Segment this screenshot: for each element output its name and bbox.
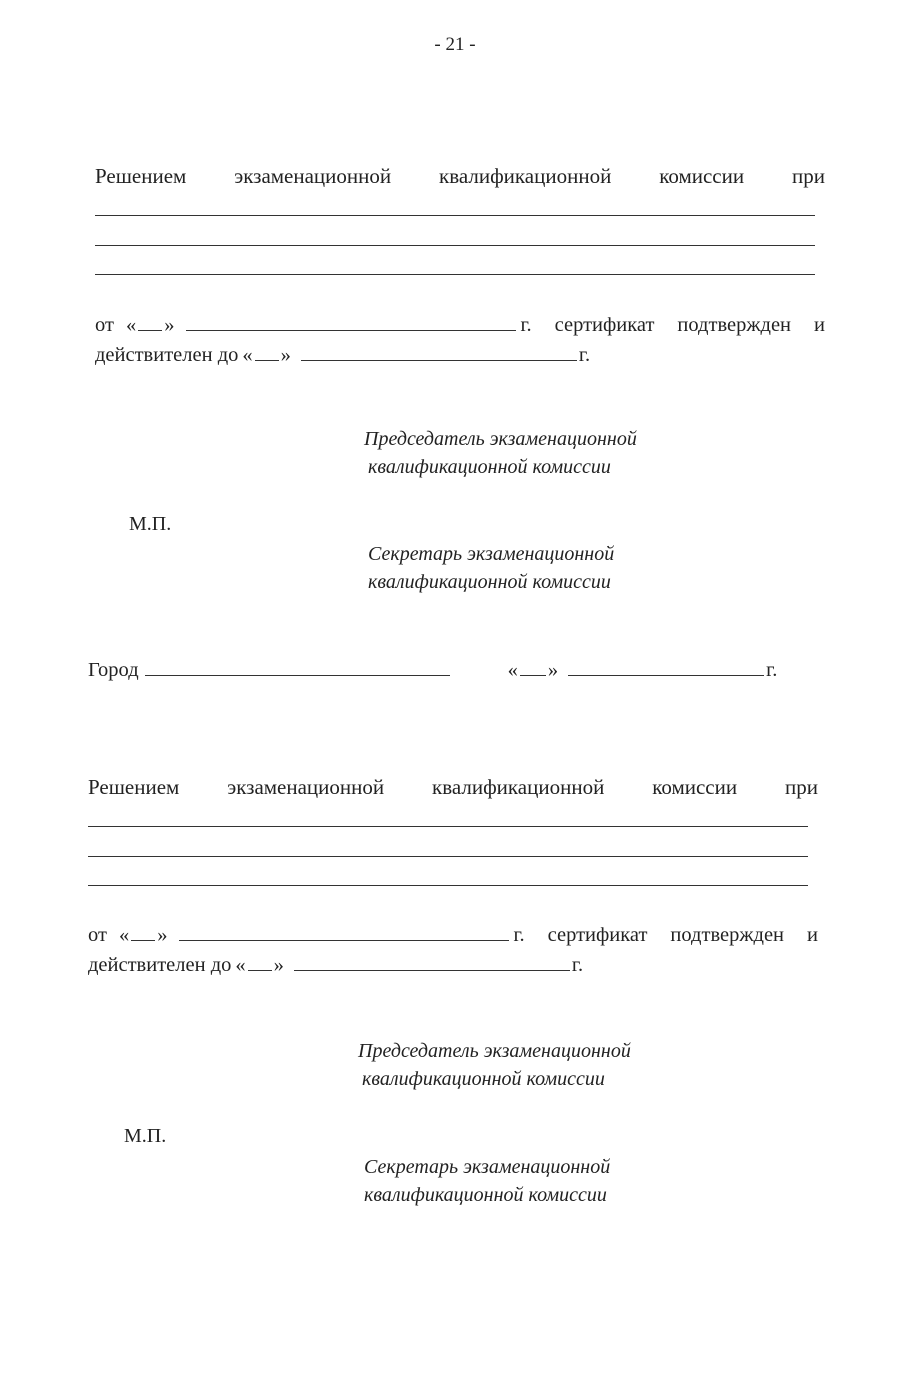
fill-line — [95, 215, 815, 216]
close-quote: » — [157, 924, 168, 946]
close-quote: » — [273, 954, 284, 976]
cert-word: подтвержден — [677, 314, 792, 336]
day-field — [248, 952, 272, 971]
seal-placeholder: М.П. — [124, 1125, 167, 1147]
decision-heading — [95, 164, 825, 189]
date-row — [95, 312, 825, 337]
chairman-line: квалификационной комиссии — [368, 456, 611, 478]
cert-word: и — [813, 314, 825, 336]
valid-until-label: действителен до — [88, 954, 232, 976]
date-row — [88, 922, 818, 947]
open-quote: « — [242, 344, 253, 366]
open-quote: « — [118, 924, 130, 946]
fill-line — [95, 274, 815, 275]
open-quote: « — [125, 314, 137, 336]
validity-row — [95, 342, 590, 367]
fill-line — [95, 245, 815, 246]
city-label: Город — [88, 659, 139, 681]
day-field — [131, 922, 155, 941]
open-quote: « — [507, 659, 518, 681]
close-quote: » — [280, 344, 291, 366]
fill-line — [88, 826, 808, 827]
month-year-field — [179, 922, 509, 941]
secretary-line: Секретарь экзаменационной — [364, 1156, 611, 1178]
close-quote: » — [164, 314, 175, 336]
decision-word: экзаменационной — [234, 164, 392, 188]
city-row — [88, 657, 777, 682]
decision-word: при — [792, 164, 825, 188]
cert-word: подтвержден — [670, 924, 785, 946]
open-quote: « — [235, 954, 246, 976]
decision-word: комиссии — [659, 164, 745, 188]
year-suffix: г. — [578, 344, 591, 366]
secretary-signature — [364, 1153, 610, 1209]
decision-word: квалификационной — [432, 775, 605, 799]
decision-heading — [88, 775, 818, 800]
chairman-signature — [364, 425, 637, 481]
chairman-signature — [358, 1037, 631, 1093]
cert-word: г. — [513, 924, 525, 946]
close-quote: » — [547, 659, 559, 681]
secretary-line: квалификационной комиссии — [364, 1184, 607, 1206]
page-number: - 21 - — [434, 34, 476, 55]
cert-word: и — [806, 924, 818, 946]
secretary-line: квалификационной комиссии — [368, 571, 611, 593]
year-suffix: г. — [766, 659, 778, 681]
chairman-line: Председатель экзаменационной — [364, 428, 637, 450]
day-field — [138, 312, 162, 331]
decision-word: Решением — [88, 775, 180, 799]
decision-word: квалификационной — [439, 164, 612, 188]
from-label: от — [95, 314, 114, 336]
day-field — [255, 342, 279, 361]
seal-placeholder: М.П. — [129, 513, 172, 535]
month-year-field — [186, 312, 516, 331]
cert-text — [513, 924, 818, 947]
secretary-line: Секретарь экзаменационной — [368, 543, 615, 565]
year-suffix: г. — [571, 954, 584, 976]
chairman-line: Председатель экзаменационной — [358, 1040, 631, 1062]
decision-word: комиссии — [652, 775, 738, 799]
month-year-field — [568, 657, 764, 676]
cert-word: сертификат — [547, 924, 648, 946]
fill-line — [88, 885, 808, 886]
cert-word: сертификат — [554, 314, 655, 336]
fill-line — [88, 856, 808, 857]
decision-word: экзаменационной — [227, 775, 385, 799]
cert-text — [520, 314, 825, 337]
from-label: от — [88, 924, 107, 946]
cert-word: г. — [520, 314, 532, 336]
secretary-signature — [368, 540, 614, 596]
chairman-line: квалификационной комиссии — [362, 1068, 605, 1090]
validity-row — [88, 952, 583, 977]
month-year-field — [301, 342, 577, 361]
decision-word: при — [785, 775, 818, 799]
month-year-field — [294, 952, 570, 971]
city-field — [145, 657, 450, 676]
valid-until-label: действителен до — [95, 344, 239, 366]
decision-word: Решением — [95, 164, 187, 188]
day-field — [520, 657, 546, 676]
